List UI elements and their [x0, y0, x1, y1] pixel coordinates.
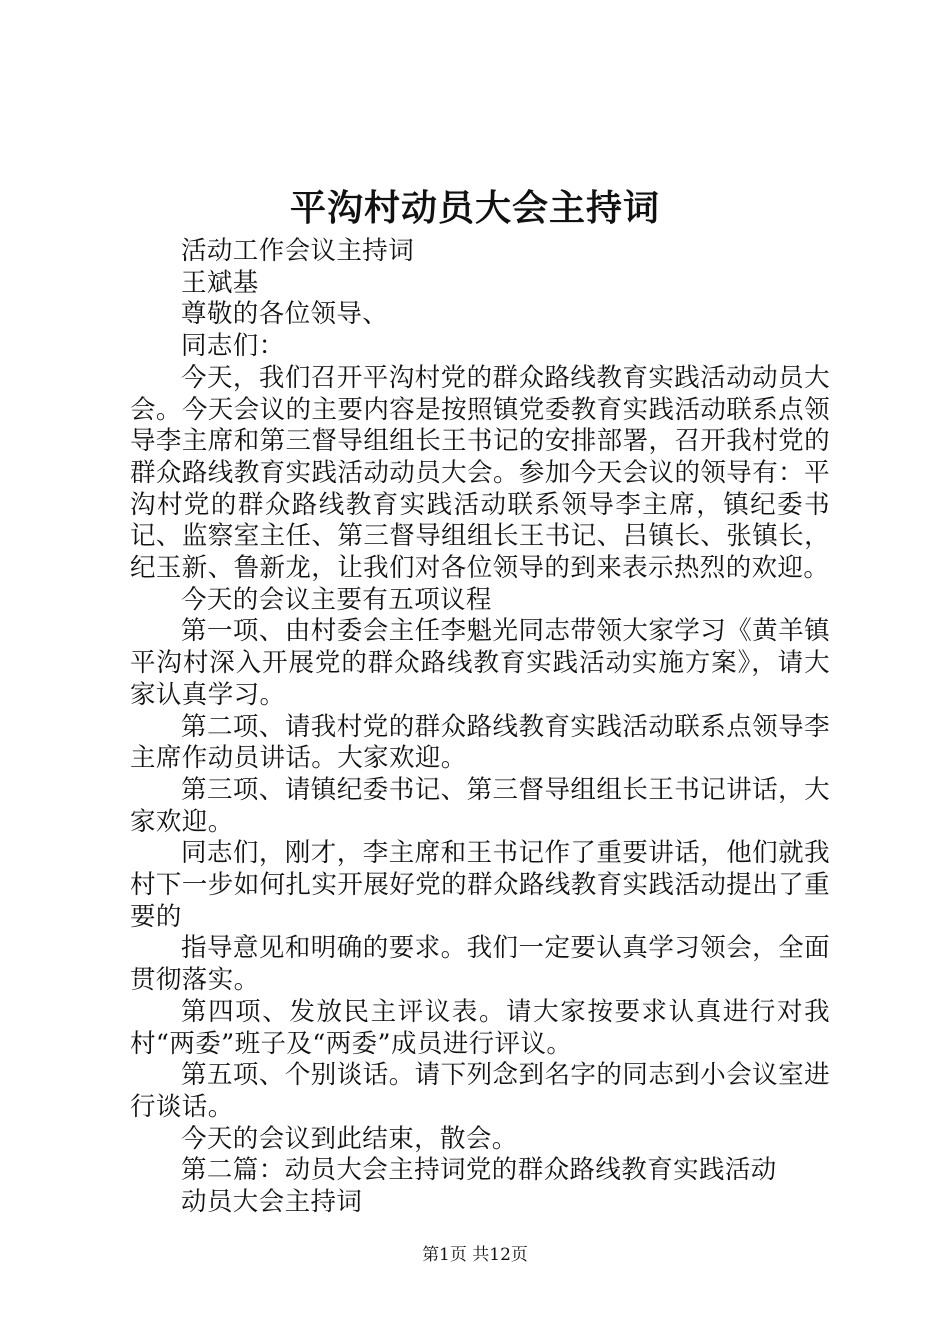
paragraph: 今天的会议主要有五项议程: [181, 584, 492, 615]
paragraph: 王斌基: [181, 267, 259, 298]
paragraph: 第一项、由村委会主任李魁光同志带领大家学习《黄羊镇平沟村深入开展党的群众路线教育实践活动实施方案》，请大家认真学习。: [130, 616, 830, 710]
paragraph: 同志们：: [181, 331, 285, 362]
page-number-footer: 第1页 共12页: [422, 1245, 528, 1265]
paragraph: 第二项、请我村党的群众路线教育实践活动联系点领导李主席作动员讲话。大家欢迎。: [130, 711, 830, 774]
paragraph: 第五项、个别谈话。请下列念到名字的同志到小会议室进行谈话。: [130, 1060, 830, 1122]
paragraph: 活动工作会议主持词: [181, 236, 415, 266]
paragraph: 尊敬的各位领导、: [181, 299, 389, 330]
paragraph: 同志们，刚才，李主席和王书记作了重要讲话，他们就我村下一步如何扎实开展好党的群众路线教育实践活动提出了重要的: [130, 838, 830, 932]
document-title: 平沟村动员大会主持词: [289, 187, 660, 229]
paragraph: 今天的会议到此结束，散会。: [181, 1123, 518, 1154]
paragraph: 第二篇：动员大会主持词党的群众路线教育实践活动: [181, 1155, 777, 1186]
paragraph: 第三项、请镇纪委书记、第三督导组组长王书记讲话，大家欢迎。: [130, 774, 830, 837]
document-body: [130, 236, 830, 1219]
paragraph: 今天，我们召开平沟村党的群众路线教育实践活动动员大会。今天会议的主要内容是按照镇党委教育实践活动联系点领导李主席和第三督导组组长王书记的安排部署，召开我村党的群众路线教育实践活动动员大会。参加今天会议的领导有：平沟村党的群众路线教育实践活动联系领导李主席，镇纪委书记、监察室主任、第三督导组组长王书记、吕镇长、张镇长，纪玉新、鲁新龙，让我们对各位领导的到来表示热烈的欢迎。: [130, 362, 830, 584]
paragraph: 第四项、发放民主评议表。请大家按要求认真进行对我村“两委”班子及“两委”成员进行评议。: [130, 996, 830, 1059]
paragraph: 指导意见和明确的要求。我们一定要认真学习领会，全面贯彻落实。: [130, 933, 830, 996]
paragraph: 动员大会主持词: [181, 1187, 363, 1218]
